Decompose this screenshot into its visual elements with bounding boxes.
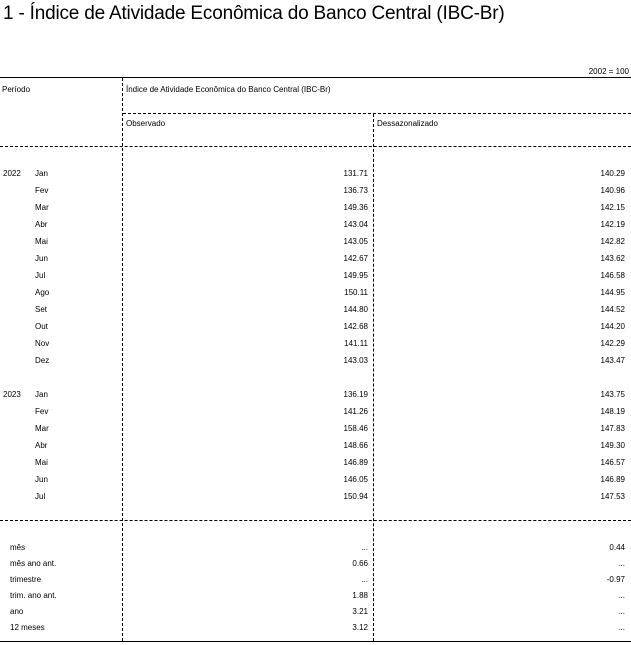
- seasonal-value: 143.62: [600, 254, 625, 263]
- observed-value: 146.05: [343, 475, 368, 484]
- observed-value: 158.46: [343, 424, 368, 433]
- observed-value: 150.11: [344, 288, 368, 297]
- seasonal-value: 147.53: [600, 492, 625, 501]
- summary-seasonal-value: ...: [618, 559, 625, 568]
- observed-column-divider: [373, 114, 374, 641]
- base-note: 2002 = 100: [588, 67, 629, 76]
- group-header-rule: [123, 113, 631, 114]
- header-period: Período: [2, 85, 31, 94]
- table-bottom-rule: [0, 641, 631, 642]
- month-label: Abr: [35, 441, 48, 450]
- seasonal-value: 147.83: [600, 424, 625, 433]
- month-label: Ago: [35, 288, 50, 297]
- month-label: Jan: [35, 169, 48, 178]
- seasonal-value: 140.29: [600, 169, 625, 178]
- month-label: Mai: [35, 237, 48, 246]
- observed-value: 136.19: [343, 390, 368, 399]
- month-label: Set: [35, 305, 48, 314]
- seasonal-value: 142.15: [600, 203, 625, 212]
- summary-observed-value: ...: [361, 543, 368, 552]
- header-observed: Observado: [126, 119, 166, 128]
- seasonal-value: 144.95: [600, 288, 625, 297]
- seasonal-value: 142.19: [600, 220, 625, 229]
- summary-label: 12 meses: [10, 623, 45, 632]
- observed-value: 144.80: [343, 305, 368, 314]
- month-label: Jun: [35, 475, 48, 484]
- observed-value: 141.11: [344, 339, 368, 348]
- seasonal-value: 146.89: [600, 475, 625, 484]
- month-label: Mar: [35, 203, 49, 212]
- page-title: 1 - Índice de Atividade Econômica do Banco Central (IBC-Br): [3, 3, 505, 24]
- observed-value: 136.73: [343, 186, 368, 195]
- seasonal-value: 144.52: [600, 305, 625, 314]
- month-label: Jul: [35, 271, 46, 280]
- seasonal-value: 142.29: [600, 339, 625, 348]
- period-column-divider: [122, 78, 123, 641]
- observed-value: 141.26: [343, 407, 368, 416]
- seasonal-value: 140.96: [600, 186, 625, 195]
- observed-value: 146.89: [343, 458, 368, 467]
- seasonal-value: 144.20: [600, 322, 625, 331]
- observed-value: 143.03: [343, 356, 368, 365]
- observed-value: 149.95: [343, 271, 368, 280]
- summary-observed-value: 3.12: [352, 623, 368, 632]
- observed-value: 131.71: [343, 169, 368, 178]
- summary-seasonal-value: -0.97: [606, 575, 625, 584]
- observed-value: 148.66: [343, 441, 368, 450]
- year-label: 2023: [3, 390, 21, 399]
- summary-seasonal-value: ...: [618, 607, 625, 616]
- seasonal-value: 143.75: [600, 390, 625, 399]
- summary-observed-value: 1.88: [352, 591, 368, 600]
- observed-value: 143.04: [343, 220, 368, 229]
- month-label: Mar: [35, 424, 49, 433]
- observed-value: 143.05: [343, 237, 368, 246]
- header-group: Índice de Atividade Econômica do Banco Central (IBC-Br): [126, 85, 331, 94]
- summary-label: trimestre: [10, 575, 42, 584]
- month-label: Nov: [35, 339, 50, 348]
- seasonal-value: 143.47: [600, 356, 625, 365]
- header-bottom-rule: [0, 146, 631, 147]
- month-label: Jul: [35, 492, 46, 501]
- header-seasonal: Dessazonalizado: [377, 119, 438, 128]
- seasonal-value: 142.82: [600, 237, 625, 246]
- summary-label: mês ano ant.: [10, 559, 57, 568]
- observed-value: 150.94: [343, 492, 368, 501]
- month-label: Fev: [35, 407, 49, 416]
- seasonal-value: 149.30: [600, 441, 625, 450]
- observed-value: 149.36: [343, 203, 368, 212]
- summary-label: mês: [10, 543, 26, 552]
- summary-seasonal-value: 0.44: [609, 543, 625, 552]
- month-label: Dez: [35, 356, 50, 365]
- summary-observed-value: 3.21: [352, 607, 368, 616]
- summary-observed-value: ...: [361, 575, 368, 584]
- observed-value: 142.68: [343, 322, 368, 331]
- seasonal-value: 146.57: [600, 458, 625, 467]
- observed-value: 142.67: [343, 254, 368, 263]
- month-label: Jun: [35, 254, 48, 263]
- summary-observed-value: 0.66: [352, 559, 368, 568]
- month-label: Out: [35, 322, 48, 331]
- month-label: Abr: [35, 220, 48, 229]
- month-label: Fev: [35, 186, 49, 195]
- summary-label: ano: [10, 607, 24, 616]
- month-label: Jan: [35, 390, 48, 399]
- summary-seasonal-value: ...: [618, 623, 625, 632]
- summary-label: trim. ano ant.: [10, 591, 57, 600]
- seasonal-value: 148.19: [600, 407, 625, 416]
- month-label: Mai: [35, 458, 48, 467]
- summary-top-rule: [0, 520, 631, 521]
- seasonal-value: 146.58: [600, 271, 625, 280]
- header-top-rule: [0, 77, 631, 78]
- year-label: 2022: [3, 169, 21, 178]
- summary-seasonal-value: ...: [618, 591, 625, 600]
